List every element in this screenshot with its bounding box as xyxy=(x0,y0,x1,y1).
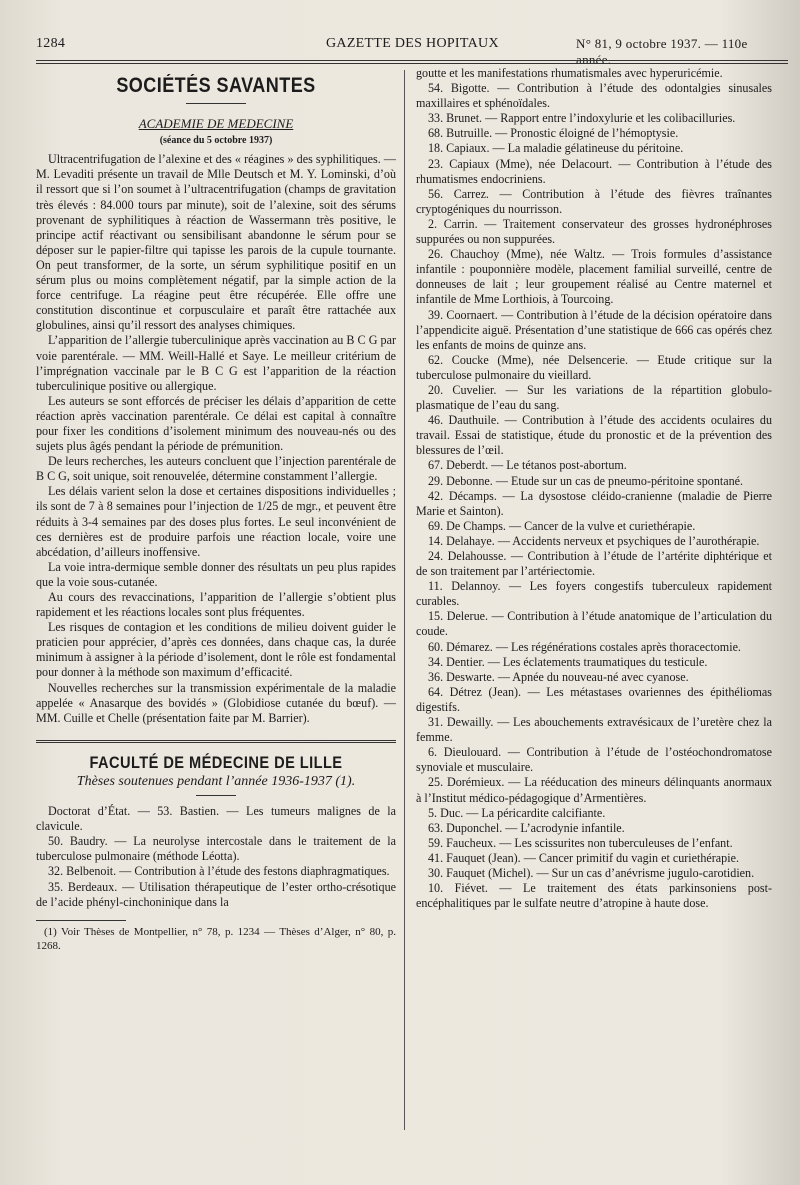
footnote: (1) Voir Thèses de Montpellier, n° 78, p. 1234 — Thèses d’Alger, n° 80, p. 1268. xyxy=(36,925,396,952)
thesis-entry: 60. Démarez. — Les régénérations costales après thoracectomie. xyxy=(428,639,741,654)
thesis-entry: 67. Deberdt. — Le tétanos post-abortum. xyxy=(428,458,627,473)
thesis-entry: 30. Fauquet (Michel). — Sur un cas d’anévrisme jugulo-carotidien. xyxy=(428,865,755,880)
paragraph: Ultracentrifugation de l’alexine et des « réagines » des syphilitiques. — M. Levaditi présente un travail de Mlle Deutsch et M. Y. Lominski, d’où il ressort que si l’on soumet à l’ultracentrifugation (champs de gravitation très élevés : 84.000 tours par minute), soit de l’alexine, soit des sérums provenant de syphilitiques à réaction de Wassermann très positive, le principe actif réactivant ou sensibilisant abandonne le sérum pour se déposer sur le papier-filtre qui tapisse les parois de la cupule tournante. On peut transformer, de la sorte, un sérum syphilitique positif en un sérum plus ou moins complètement négatif, par la simple action de la force centrifuge. La réagine peut être récupérée. Elle offre une constitution discontinue et corpusculaire et paraît être rattachée aux globulines, ainsi qu’il ressort des analyses chimiques. xyxy=(36,152,396,333)
thesis-entry: 39. Coornaert. — Contribution à l’étude de la décision opératoire dans l’appendicite aiguë. Présentation d’une statistique de 666 cas opérés chez les enfants de moins de quinze ans. xyxy=(416,307,772,352)
thesis-entry: 68. Butruille. — Pronostic éloigné de l’hémoptysie. xyxy=(428,126,679,141)
thesis-entry: 69. De Champs. — Cancer de la vulve et curiethérapie. xyxy=(428,518,696,533)
thesis-entry: 11. Delannoy. — Les foyers congestifs tuberculeux rapidement curables. xyxy=(416,579,772,609)
thesis-entry: 54. Bigotte. — Contribution à l’étude des odontalgies sinusales maxillaires et sphénoïdales. xyxy=(416,81,772,111)
thesis-entry: 62. Coucke (Mme), née Delsencerie. — Etude critique sur la tuberculose pulmonaire du vieillard. xyxy=(416,352,772,382)
thesis-entry: 29. Debonne. — Etude sur un cas de pneumo-péritoine spontané. xyxy=(428,473,744,488)
paragraph: Au cours des revaccinations, l’apparition de l’allergie s’obtient plus rapidement et les réactions locales sont plus fréquentes. xyxy=(36,590,396,620)
paragraph: Les auteurs se sont efforcés de préciser les délais d’apparition de cette réaction après vaccination parentérale. Ce délai est capital à connaître pour fixer les conditions d’isolement minimum des nouveau-nés ou des sujets plus âgés pendant la période de prémunition. xyxy=(36,393,396,454)
thesis-entry: 10. Fiévet. — Le traitement des états parkinsoniens post-encéphalitiques par le sulfate neutre d’atropine à haute dose. xyxy=(416,881,772,911)
thesis-entry: 46. Dauthuile. — Contribution à l’étude des accidents oculaires du travail. Essai de statistique, étude du pronostic et de la prévention des blessures de l’œil. xyxy=(416,413,772,458)
thesis-entry: 41. Fauquet (Jean). — Cancer primitif du vagin et curiethérapie. xyxy=(428,850,739,865)
page-number: 1284 xyxy=(36,36,66,51)
footnote-rule xyxy=(36,920,126,921)
thesis-entry: 64. Détrez (Jean). — Les métastases ovariennes des épithéliomas digestifs. xyxy=(416,684,772,714)
thesis-entry: 50. Baudry. — La neurolyse intercostale dans le traitement de la tuberculose pulmonaire (méthode Léotta). xyxy=(36,834,396,864)
thesis-entry: 14. Delahaye. — Accidents nerveux et psychiques de l’aurothérapie. xyxy=(428,533,760,548)
academy-heading: ACADEMIE DE MEDECINE xyxy=(138,116,294,132)
right-column xyxy=(416,66,772,911)
title-rule xyxy=(186,103,246,104)
thesis-entry: 35. Berdeaux. — Utilisation thérapeutique de l’ester ortho-crésotique de l’acide phényl-cinchoninique dans la xyxy=(36,879,396,909)
thesis-entry: 15. Delerue. — Contribution à l’étude anatomique de l’articulation du coude. xyxy=(416,609,772,639)
short-rule xyxy=(196,795,236,796)
thesis-entry: 33. Brunet. — Rapport entre l’indoxylurie et les colibacilluries. xyxy=(428,111,736,126)
thesis-entry: 20. Cuvelier. — Sur les variations de la répartition globulo-plasmatique de l’eau du sang. xyxy=(416,382,772,413)
faculty-subtitle: Thèses soutenues pendant l’année 1936-1937 (1). xyxy=(76,773,356,789)
thesis-entry: 24. Delahousse. — Contribution à l’étude de l’artérite diphtérique et de son traitement par l’artériectomie. xyxy=(416,549,772,579)
paragraph: Les délais varient selon la dose et certaines dispositions individuelles ; ils sont de 7 à 8 semaines pour l’injection de 1/25 de mgr., et peuvent être réduits à 3-4 semaines par des doses plus fortes. Le seul inconvénient de ces dernières est de produire parfois une réaction locale, voire une abcédation, d’ailleurs inoffensive. xyxy=(36,484,396,559)
running-head xyxy=(36,36,786,67)
thesis-entry: 63. Duponchel. — L’acrodynie infantile. xyxy=(428,820,625,835)
thesis-entry: 32. Belbenoit. — Contribution à l’étude des festons diaphragmatiques. xyxy=(48,864,390,879)
paragraph: L’apparition de l’allergie tuberculinique après vaccination au B C G par voie parentérale. — MM. Weill-Hallé et Saye. Le meilleur critérium de l’imprégnation vaccinale par le B C G est l’apparition de la réaction tuberculinique positive ou allergique. xyxy=(36,333,396,393)
issue-info: N° 81, 9 octobre 1937. — 110e année. xyxy=(576,36,748,67)
thesis-entry: 36. Deswarte. — Apnée du nouveau-né avec cyanose. xyxy=(428,669,689,684)
thesis-entry: 5. Duc. — La péricardite calcifiante. xyxy=(428,805,606,820)
faculty-title: FACULTÉ DE MÉDECINE DE LILLE xyxy=(89,752,343,772)
header-rule-2 xyxy=(36,63,788,64)
thesis-entry: 34. Dentier. — Les éclatements traumatiques du testicule. xyxy=(428,654,708,669)
journal-title: GAZETTE DES HOPITAUX xyxy=(326,36,499,51)
thesis-entry-continued: goutte et les manifestations rhumatismales avec hyperuricémie. xyxy=(416,66,723,80)
thesis-entry: 56. Carrez. — Contribution à l’étude des fièvres traînantes cryptogéniques du nourrisson. xyxy=(416,186,772,216)
thesis-entry: 2. Carrin. — Traitement conservateur des grosses hydronéphroses suppurées ou non suppurées. xyxy=(416,216,772,247)
thesis-entry: 18. Capiaux. — La maladie gélatineuse du péritoine. xyxy=(428,141,684,156)
paragraph: De leurs recherches, les auteurs concluent que l’injection parentérale de B C G, soit unique, soit renouvelée, détermine constamment l’allergie. xyxy=(36,454,396,484)
section-divider xyxy=(36,740,396,743)
paragraph: Les risques de contagion et les conditions de milieu doivent guider le praticien pour apprécier, d’après ces données, dans chaque cas, la durée minimum à assigner à la période d’isolement, dont le rôle est fondamental pour donner à la méthode son maximum d’efficacité. xyxy=(36,620,396,680)
thesis-entry: 31. Dewailly. — Les abouchements extravésicaux de l’uretère chez la femme. xyxy=(416,715,772,745)
paragraph: La voie intra-dermique semble donner des résultats un peu plus rapides que la voie sous-cutanée. xyxy=(36,559,396,589)
thesis-entry: 6. Dieulouard. — Contribution à l’étude de l’ostéochondromatose synoviale et musculaire. xyxy=(416,745,772,775)
thesis-entry: 25. Dorémieux. — La rééducation des mineurs délinquants anormaux à l’Institut médico-pédagogique d’Armentières. xyxy=(416,775,772,805)
thesis-entry: 42. Décamps. — La dysostose cléido-cranienne (maladie de Pierre Marie et Sainton). xyxy=(416,488,772,518)
section-title: SOCIÉTÉS SAVANTES xyxy=(116,74,316,97)
thesis-entry: 26. Chauchoy (Mme), née Waltz. — Trois formules d’assistance infantile : pouponnière modèle, placement familial surveillé, centre de donneuses de lait ; leur groupement réalisé au Centre maternel et infantile de Mme Lorthiois, à Tourcoing. xyxy=(416,247,772,307)
paragraph: Nouvelles recherches sur la transmission expérimentale de la maladie appelée « Anasarque des bovidés » (Globidiose cutanée du bœuf). — MM. Cuille et Chelle (présentation faite par M. Barrier). xyxy=(36,680,396,725)
seance-date: (séance du 5 octobre 1937) xyxy=(159,135,273,147)
column-separator xyxy=(404,70,405,1130)
left-column xyxy=(36,66,396,953)
thesis-entry: Doctorat d’État. — 53. Bastien. — Les tumeurs malignes de la clavicule. xyxy=(36,804,396,834)
header-rule xyxy=(36,60,788,61)
thesis-entry: 59. Faucheux. — Les scissurites non tuberculeuses de l’enfant. xyxy=(428,835,733,850)
thesis-entry: 23. Capiaux (Mme), née Delacourt. — Contribution à l’étude des rhumatismes endocriniens. xyxy=(416,156,772,186)
